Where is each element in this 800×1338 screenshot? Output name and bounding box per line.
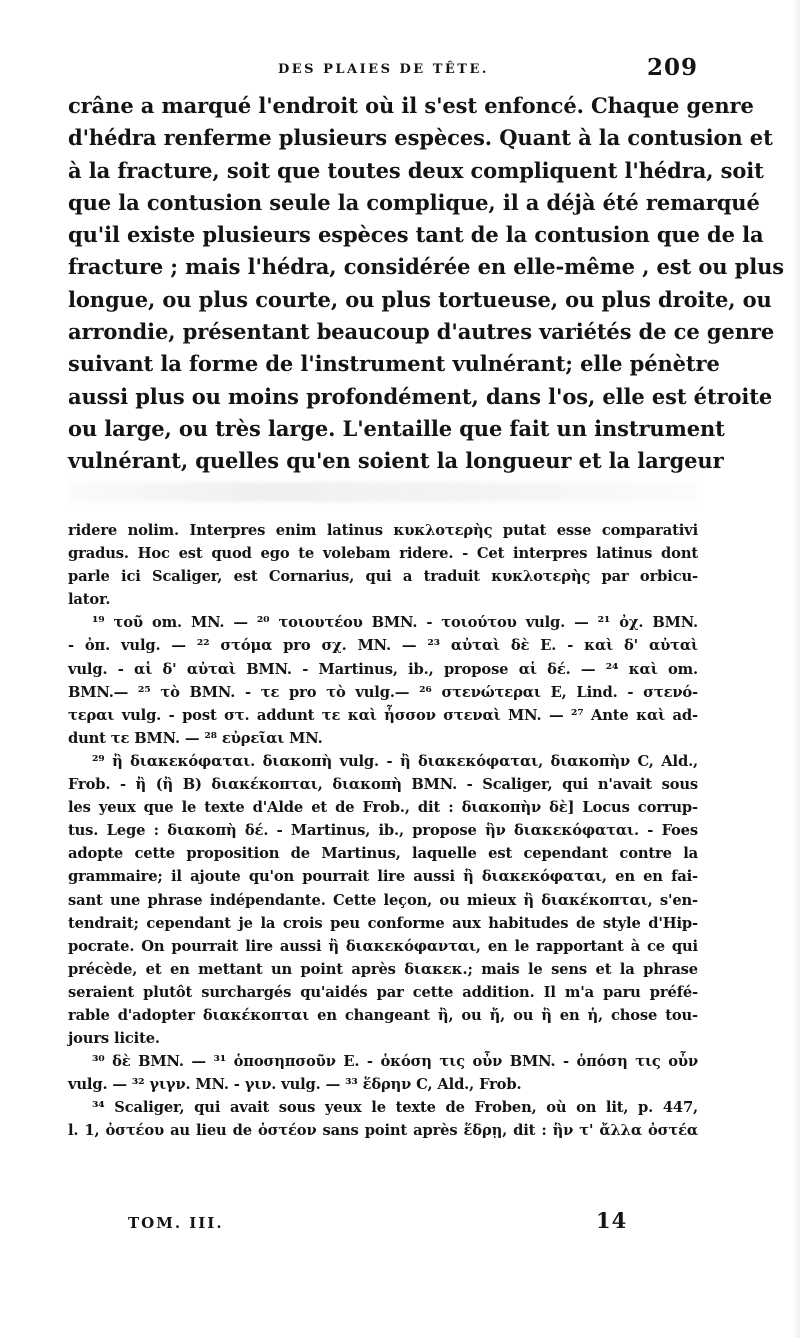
- footnote-line: ridere nolim. Interpres enim latinus κυκλοτερὴς putat esse comparativi: [68, 522, 698, 539]
- footnote-line: vulg. - αἱ δ' αὐταὶ BMN. - Martinus, ib., propose αἱ δέ. — ²⁴ καὶ om.: [68, 660, 698, 678]
- running-head: [68, 54, 698, 88]
- footnote-line: - ὀπ. vulg. — ²² στόμα pro σχ. MN. — ²³ αὐταὶ δὲ E. - καὶ δ' αὐταὶ: [68, 637, 698, 655]
- show-through-text: [68, 482, 698, 502]
- footnote-line: parle ici Scaliger, est Cornarius, qui a traduit κυκλοτερὴς par orbicu-: [68, 568, 698, 586]
- footnote-line: Frob. - ἢ (ἢ B) διακέκοπται, διακοπὴ BMN. - Scaliger, qui n'avait sous: [68, 776, 698, 794]
- main-text-line: que la contusion seule la complique, il a déjà été remarqué: [68, 189, 760, 215]
- footnote-line: lator.: [68, 591, 111, 609]
- footnote-line: jours licite.: [68, 1030, 160, 1048]
- footnote-line: ¹⁹ τοῦ om. MN. — ²⁰ τοιουτέου BMN. - τοιούτου vulg. — ²¹ ὀχ. BMN.: [92, 614, 698, 632]
- footnote-line: les yeux que le texte d'Alde et de Frob., dit : διακοπὴν δὲ] Locus corrup-: [68, 799, 698, 817]
- main-text-line: arrondie, présentant beaucoup d'autres variétés de ce genre: [68, 319, 775, 345]
- signature-row: [68, 1208, 698, 1238]
- footnote-line: vulg. — ³² γιγν. MN. - γιν. vulg. — ³³ ἕδρην C, Ald., Frob.: [68, 1076, 522, 1094]
- page-number: 209: [646, 54, 698, 81]
- footnote-line: précède, et en mettant un point après διακεκ.; mais le sens et la phrase: [68, 960, 698, 978]
- footnote-line: adopte cette proposition de Martinus, laquelle est cependant contre la: [68, 845, 698, 863]
- main-text-line: crâne a marqué l'endroit où il s'est enfoncé. Chaque genre: [68, 93, 754, 118]
- page-edge-shadow: [792, 0, 800, 1338]
- footnote-line: tendrait; cependant je la crois peu conforme aux habitudes de style d'Hip-: [68, 914, 698, 932]
- main-text-body: [68, 90, 784, 478]
- footnote-line: τεραι vulg. - post στ. addunt τε καὶ ἧσσον στεναὶ MN. — ²⁷ Ante καὶ ad-: [68, 706, 698, 724]
- footnote-line: gradus. Hoc est quod ego te volebam ridere. - Cet interpres latinus dont: [68, 545, 698, 563]
- footnote-line: grammaire; il ajoute qu'on pourrait lire aussi ἢ διακεκόφαται, en en fai-: [68, 868, 698, 886]
- main-text-line: d'hédra renferme plusieurs espèces. Quant à la contusion et: [68, 125, 773, 151]
- footnote-line: seraient plutôt surchargés qu'aidés par cette addition. Il m'a paru préfé-: [68, 983, 698, 1001]
- footnote-line: sant une phrase indépendante. Cette leçon, ou mieux ἢ διακέκοπται, s'en-: [68, 891, 698, 909]
- footnote-line: rable d'adopter διακέκοπται en changeant ἢ, ou ἤ, ou ἢ en ἡ, chose tou-: [68, 1006, 698, 1024]
- main-text-line: vulnérant, quelles qu'en soient la longueur et la largeur: [68, 448, 724, 474]
- main-text-line: aussi plus ou moins profondément, dans l'os, elle est étroite: [68, 383, 773, 409]
- footnote-line: pocrate. On pourrait lire aussi ἢ διακεκόφανται, en le rapportant à ce qui: [68, 937, 698, 955]
- footnote-line: ³⁴ Scaliger, qui avait sous yeux le texte de Froben, où on lit, p. 447,: [92, 1099, 698, 1117]
- volume-label: TOM. III.: [128, 1214, 224, 1232]
- main-text-line: ou large, ou très large. L'entaille que fait un instrument: [68, 415, 725, 441]
- main-text-line: longue, ou plus courte, ou plus tortueuse, ou plus droite, ou: [68, 286, 772, 312]
- footnote-line: BMN.— ²⁵ τὸ BMN. - τε pro τὸ vulg.— ²⁶ στενώτεραι E, Lind. - στενό-: [68, 683, 698, 701]
- footnote-line: l. 1, ὀστέου au lieu de ὀστέον sans point après ἕδρῃ, dit : ἣν τ' ἄλλα ὀστέα: [68, 1122, 698, 1140]
- signature-mark: 14: [596, 1208, 628, 1233]
- running-title: DES PLAIES DE TÊTE.: [278, 62, 489, 77]
- footnote-line: dunt τε BMN. — ²⁸ εὐρεῖαι MN.: [68, 729, 323, 747]
- footnote-line: ²⁹ ἢ διακεκόφαται. διακοπὴ vulg. - ἢ διακεκόφαται, διακοπὴν C, Ald.,: [92, 752, 698, 770]
- footnotes: [68, 519, 698, 1143]
- main-text-line: qu'il existe plusieurs espèces tant de la contusion que de la: [68, 222, 764, 248]
- main-text-line: fracture ; mais l'hédra, considérée en elle-même , est ou plus: [68, 254, 784, 280]
- main-text-line: suivant la forme de l'instrument vulnérant; elle pénètre: [68, 351, 720, 377]
- footnote-line: tus. Lege : διακοπὴ δέ. - Martinus, ib., propose ἣν διακεκόφαται. - Foes: [68, 822, 698, 840]
- footnote-line: ³⁰ δὲ BMN. — ³¹ ὁποσηπσοῦν E. - ὁκόση τις οὖν BMN. - ὁπόση τις οὖν: [92, 1053, 698, 1071]
- main-text-line: à la fracture, soit que toutes deux compliquent l'hédra, soit: [68, 157, 764, 183]
